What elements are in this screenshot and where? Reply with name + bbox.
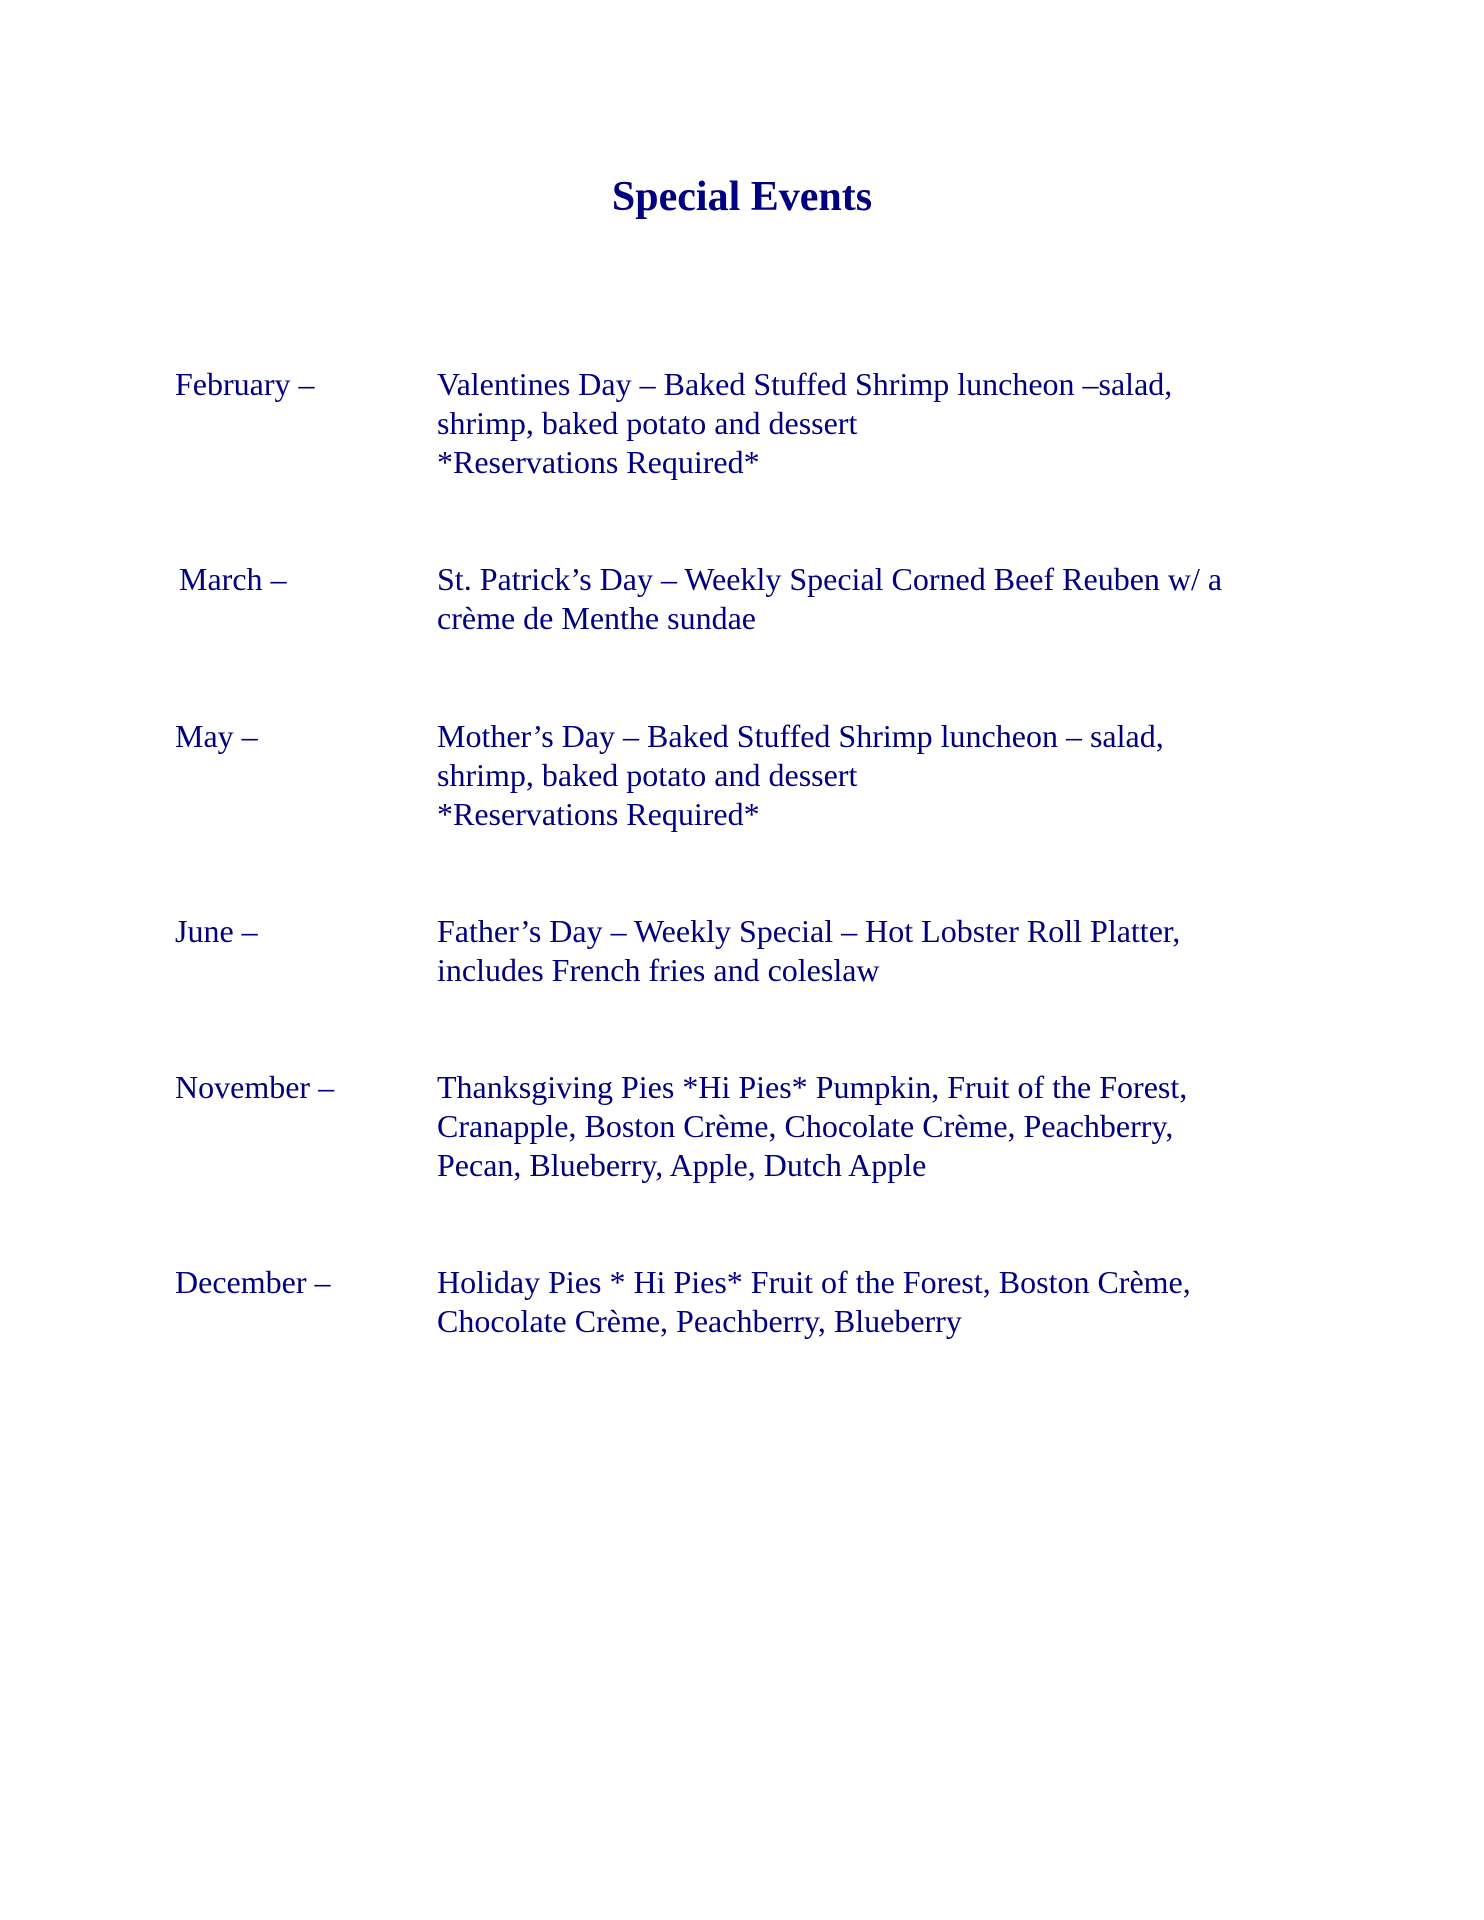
page-title: Special Events	[611, 174, 873, 220]
event-description-line: includes French fries and coleslaw	[437, 952, 880, 988]
event-description	[437, 717, 1317, 834]
event-month: December –	[175, 1264, 331, 1300]
event-month: March –	[179, 561, 287, 597]
event-description-line: Mother’s Day – Baked Stuffed Shrimp luncheon – salad,	[437, 718, 1164, 754]
event-description-line: *Reservations Required*	[437, 796, 760, 832]
event-month: February –	[175, 366, 315, 402]
event-description-line: Pecan, Blueberry, Apple, Dutch Apple	[437, 1147, 927, 1183]
event-description	[437, 1068, 1317, 1185]
event-description	[437, 912, 1317, 990]
event-description-line: Chocolate Crème, Peachberry, Blueberry	[437, 1303, 962, 1339]
event-description-line: shrimp, baked potato and dessert	[437, 757, 858, 793]
event-description-line: Thanksgiving Pies *Hi Pies* Pumpkin, Fruit of the Forest,	[437, 1069, 1188, 1105]
event-description-line: Father’s Day – Weekly Special – Hot Lobster Roll Platter,	[437, 913, 1181, 949]
event-description-line: Cranapple, Boston Crème, Chocolate Crème, Peachberry,	[437, 1108, 1174, 1144]
event-description-line: St. Patrick’s Day – Weekly Special Corned Beef Reuben w/ a	[437, 561, 1223, 597]
event-month: June –	[175, 913, 258, 949]
event-month: November –	[175, 1069, 335, 1105]
event-description-line: shrimp, baked potato and dessert	[437, 405, 858, 441]
event-description-line: Valentines Day – Baked Stuffed Shrimp luncheon –salad,	[437, 366, 1173, 402]
event-description	[437, 1263, 1317, 1341]
event-description-line: Holiday Pies * Hi Pies* Fruit of the Forest, Boston Crème,	[437, 1264, 1191, 1300]
event-description-line: *Reservations Required*	[437, 444, 760, 480]
event-description	[437, 365, 1317, 482]
event-description	[437, 560, 1317, 638]
event-month: May –	[175, 718, 258, 754]
event-description-line: crème de Menthe sundae	[437, 600, 756, 636]
